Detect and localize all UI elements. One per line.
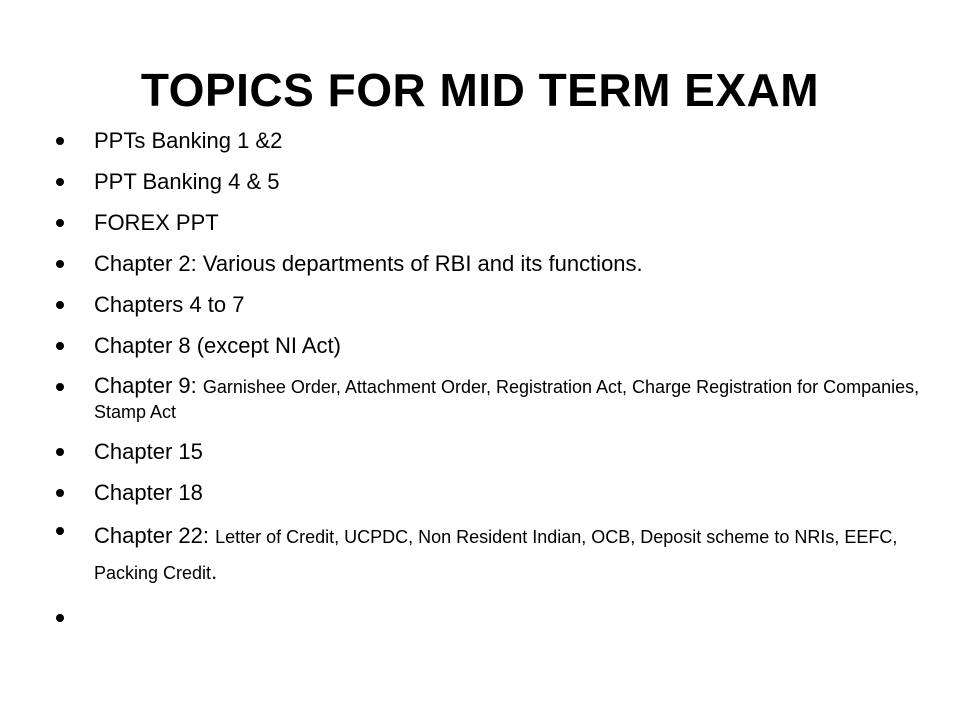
bullet-dot-icon (56, 219, 64, 227)
bullet-dot-icon (56, 342, 64, 350)
bullet-text: PPTs Banking 1 &2 (94, 128, 283, 153)
bullet-lead: Chapter 9: (94, 373, 203, 398)
bullet-item (56, 439, 936, 465)
bullet-detail: Letter of Credit, UCPDC, Non Resident Indian, OCB, Deposit scheme to NRIs, EEFC, Packing Credit (94, 527, 898, 583)
slide-title: TOPICS FOR MID TERM EXAM (140, 64, 820, 116)
bullet-item (56, 128, 936, 154)
bullet-item (56, 292, 936, 318)
bullet-text (94, 374, 936, 424)
bullet-text: Chapter 18 (94, 480, 203, 505)
bullet-item (56, 374, 936, 424)
bullet-trail: . (211, 559, 218, 584)
bullet-item (56, 169, 936, 195)
bullet-text: FOREX PPT (94, 210, 219, 235)
bullet-dot-icon (56, 489, 64, 497)
bullet-item (56, 333, 936, 359)
bullet-list (56, 128, 936, 631)
bullet-item-empty (56, 605, 936, 631)
bullet-lead: Chapter 22: (94, 523, 216, 548)
bullet-item (56, 251, 936, 277)
bullet-text: Chapter 15 (94, 439, 203, 464)
bullet-item (56, 210, 936, 236)
bullet-dot-icon (56, 260, 64, 268)
bullet-text: Chapter 2: Various departments of RBI and its functions. (94, 251, 643, 276)
bullet-dot-icon (56, 614, 64, 622)
bullet-text: Chapters 4 to 7 (94, 292, 245, 317)
bullet-item (56, 480, 936, 506)
bullet-dot-icon (56, 448, 64, 456)
bullet-dot-icon (56, 301, 64, 309)
bullet-dot-icon (56, 178, 64, 186)
bullet-item (56, 518, 936, 590)
bullet-dot-icon (56, 137, 64, 145)
bullet-text: Chapter 8 (except NI Act) (94, 333, 341, 358)
bullet-detail: Garnishee Order, Attachment Order, Registration Act, Charge Registration for Companies, Stamp Act (94, 377, 920, 422)
bullet-dot-icon (56, 527, 64, 535)
bullet-text: PPT Banking 4 & 5 (94, 169, 280, 194)
bullet-text (94, 518, 936, 590)
bullet-dot-icon (56, 383, 64, 391)
